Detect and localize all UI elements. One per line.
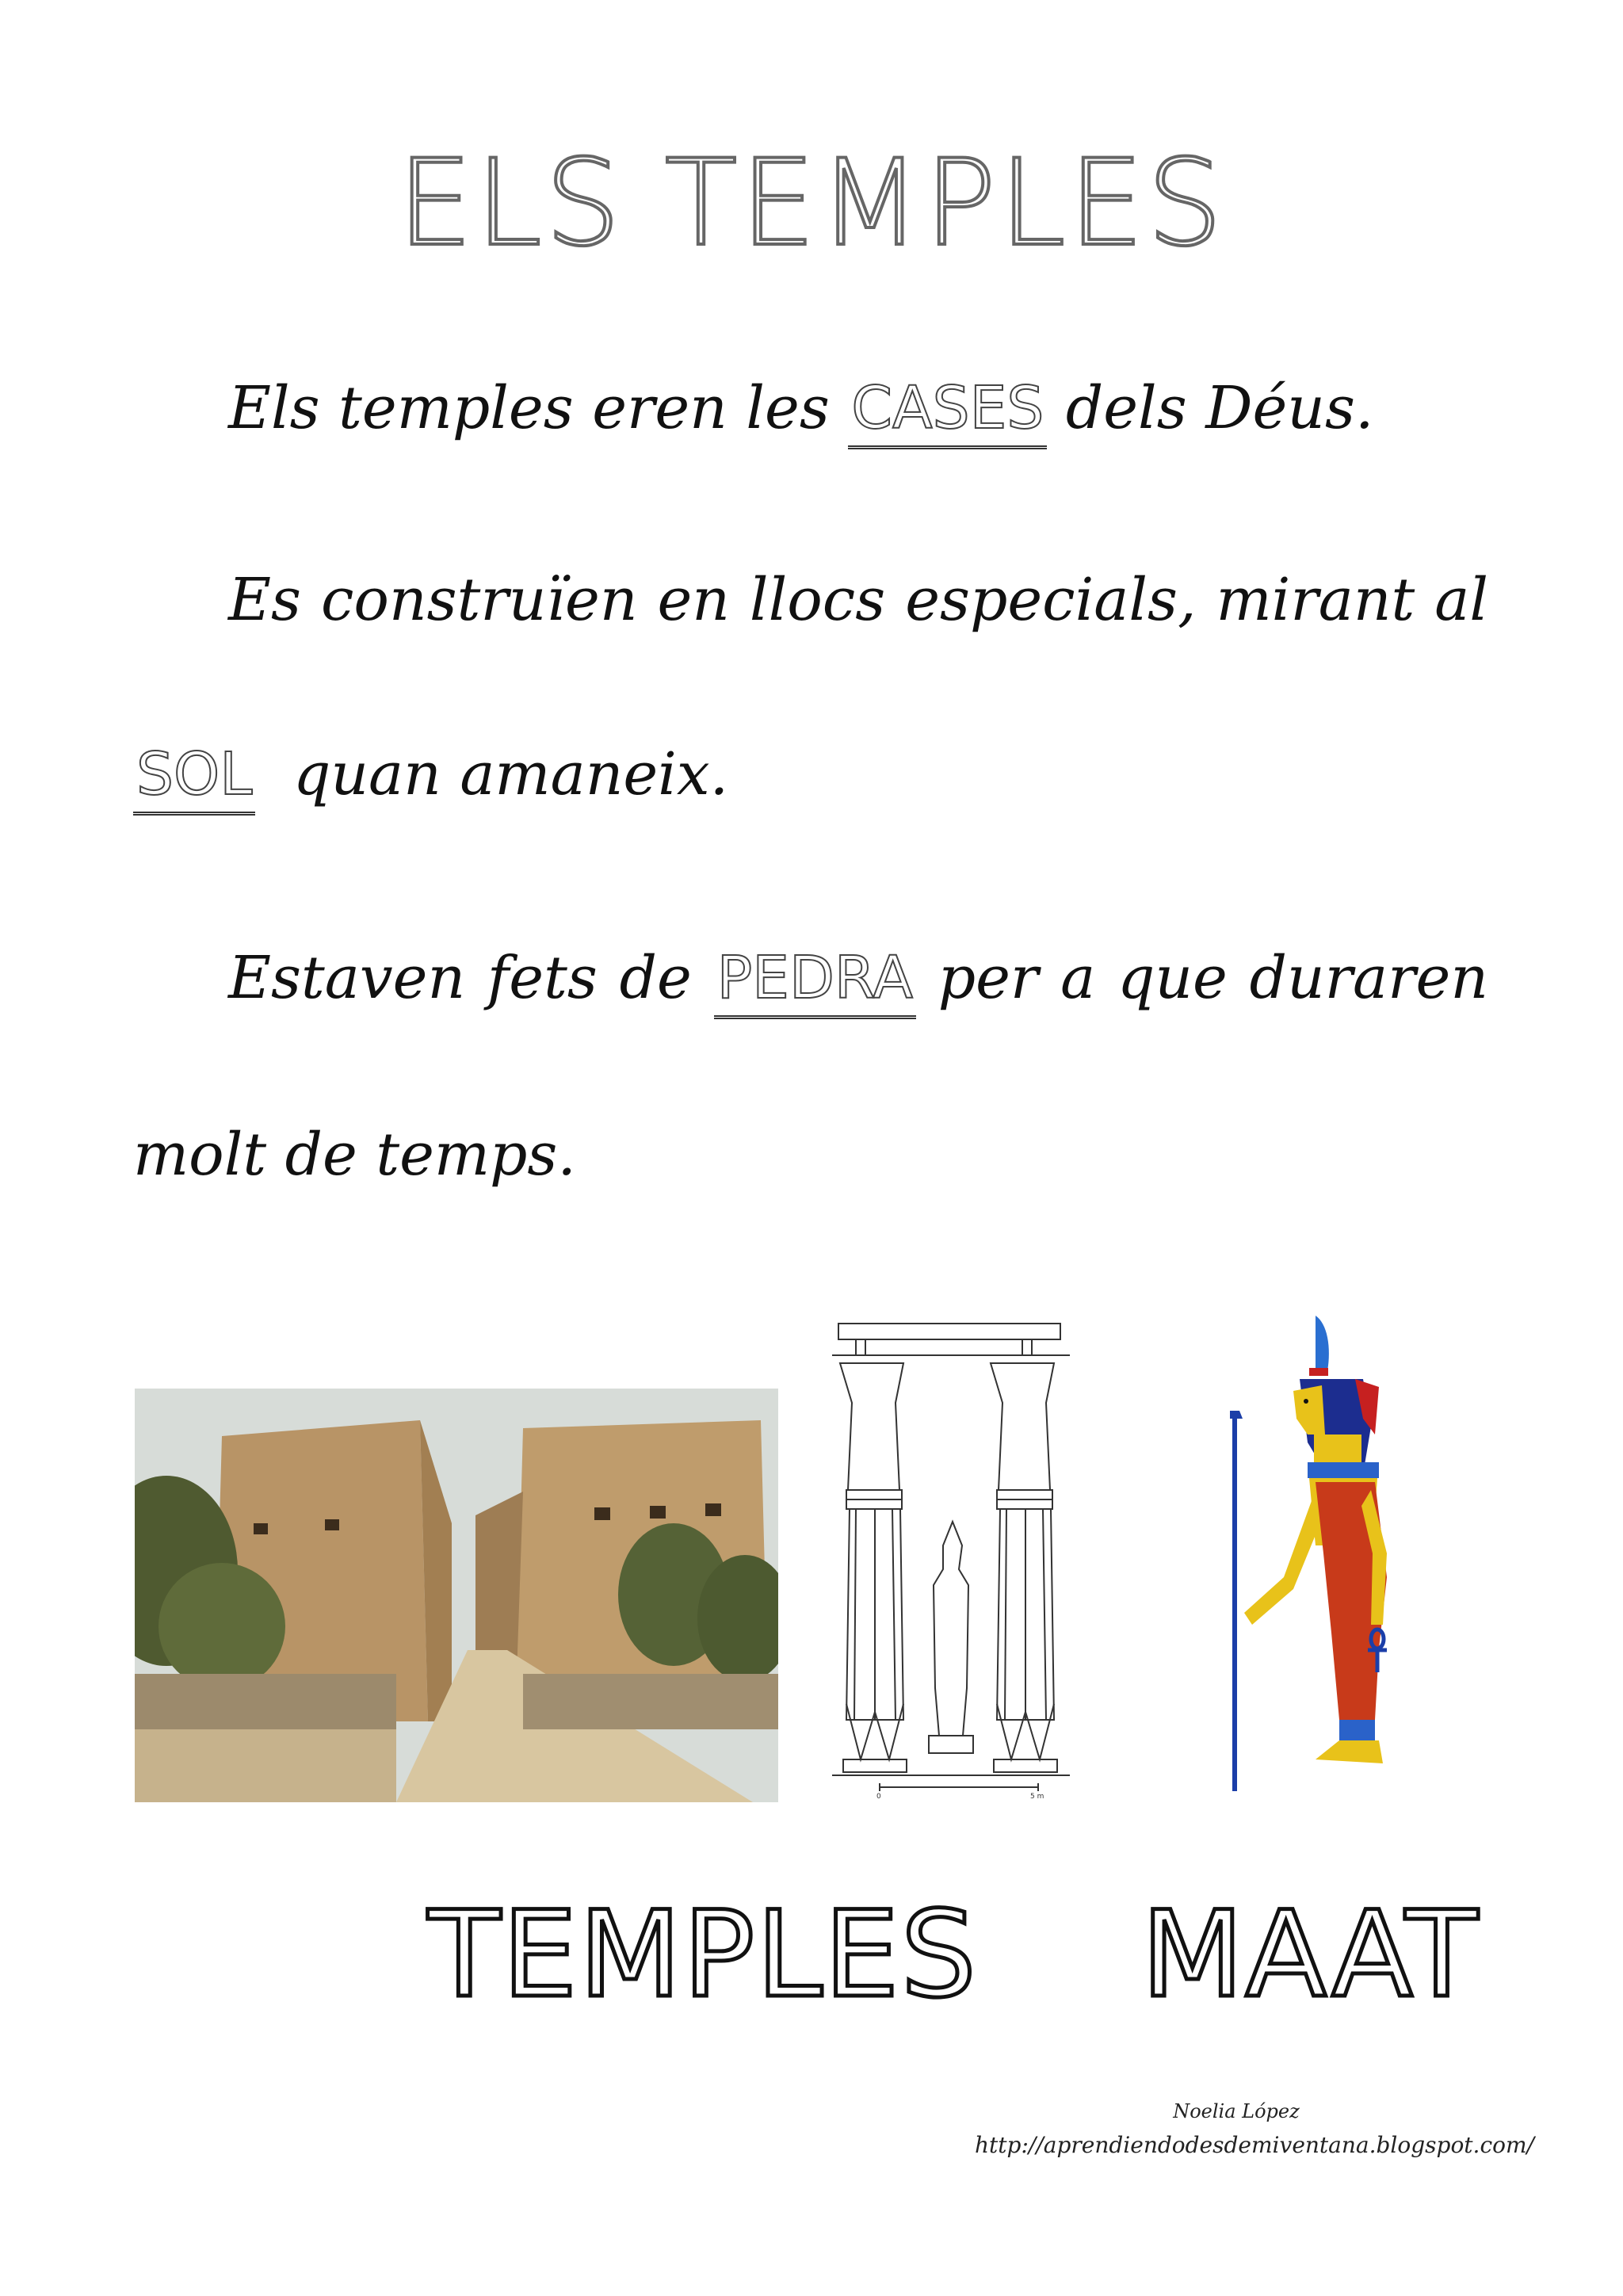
- temple-photo: [135, 1389, 778, 1802]
- column-drawing: [832, 1316, 1070, 1799]
- keyword-sol: SOL: [133, 740, 255, 816]
- paragraph-2-after: quan amaneix.: [292, 740, 729, 808]
- paragraph-2-line-2: [133, 740, 1488, 808]
- maat-figure-art: [1220, 1316, 1426, 1799]
- paragraph-1-after: dels Déus.: [1065, 374, 1374, 442]
- paragraph-1-before: Els temples eren les: [228, 374, 830, 442]
- paragraph-3-line-2: molt de temps.: [133, 1121, 576, 1189]
- caption-temples: TEMPLES: [428, 1886, 978, 2024]
- maat-figure: [1220, 1316, 1426, 1799]
- keyword-pedra: PEDRA: [714, 944, 916, 1019]
- author-name: Noelia López: [1173, 2100, 1300, 2122]
- paragraph-3-line-1: [133, 944, 1488, 1012]
- page-title: ELS TEMPLES: [397, 135, 1226, 273]
- paragraph-1: [133, 374, 1488, 442]
- column-drawing-art: [832, 1316, 1070, 1799]
- scale-end-label: 5 m: [1030, 1793, 1044, 1799]
- keyword-cases: CASES: [848, 374, 1047, 449]
- temple-photo-art: [135, 1389, 778, 1802]
- paragraph-2-line-1: Es construïen en llocs especials, mirant al: [228, 566, 1488, 634]
- scale-start-label: 0: [876, 1793, 881, 1799]
- paragraph-3-before: Estaven fets de: [228, 944, 692, 1012]
- source-url: http://aprendiendodesdemiventana.blogspot.com/: [975, 2132, 1534, 2158]
- caption-maat: MAAT: [1141, 1886, 1480, 2024]
- paragraph-3-after: per a que duraren: [938, 944, 1488, 1012]
